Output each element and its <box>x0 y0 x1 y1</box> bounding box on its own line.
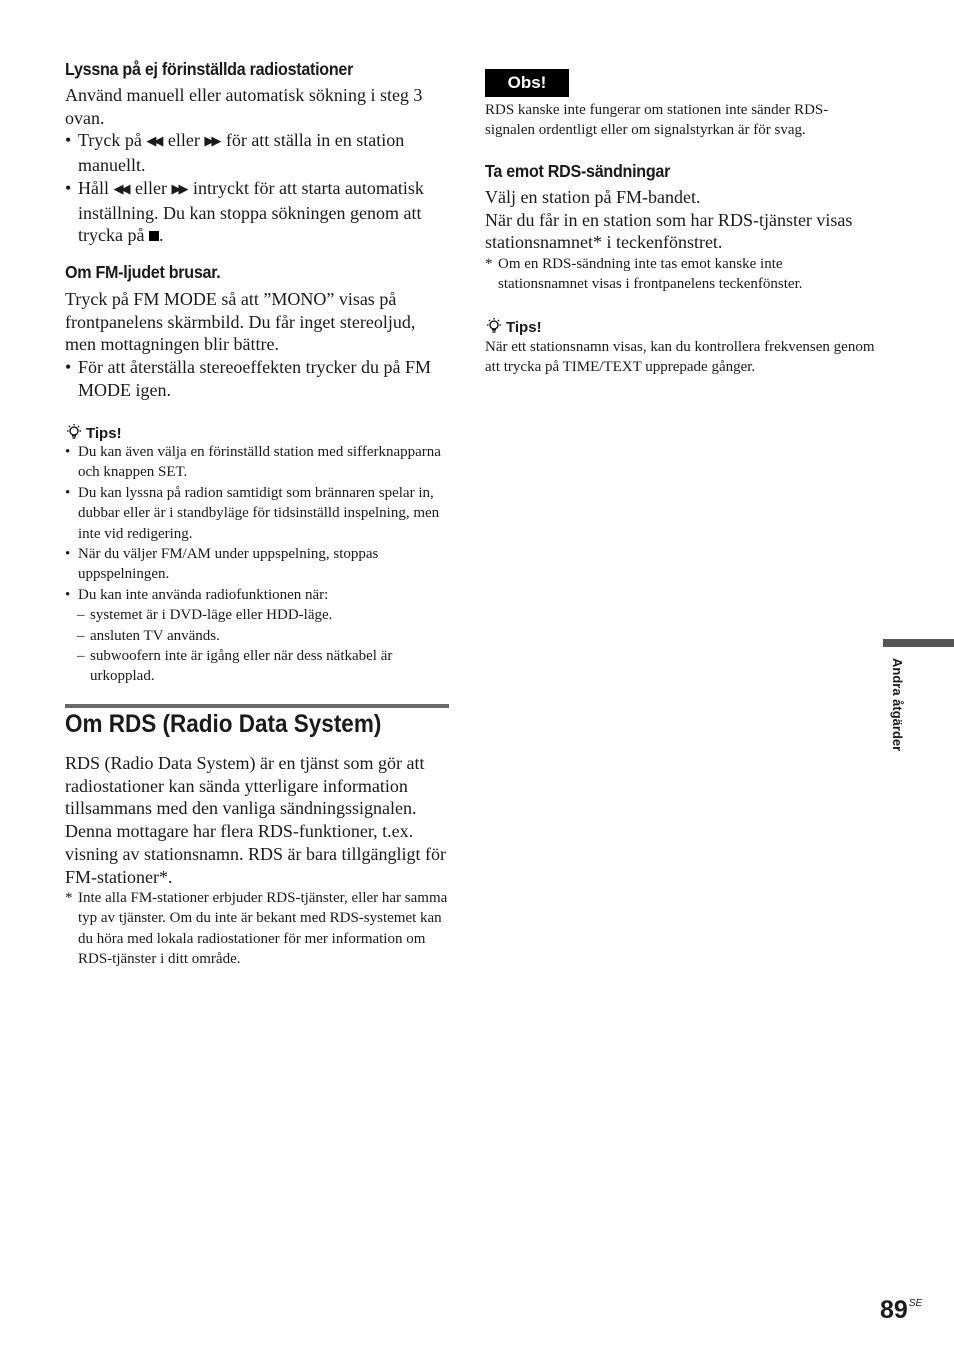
lightbulb-icon <box>65 423 83 441</box>
obs-badge: Obs! <box>485 69 569 97</box>
page-number <box>880 1296 922 1325</box>
bullet-1-pre: Tryck på <box>78 130 142 151</box>
tips-heading-right <box>485 317 542 336</box>
receive-footnote-wrap <box>485 254 875 295</box>
tips-label-right: Tips! <box>506 319 542 336</box>
tip-item: • Du kan inte använda radiofunktionen när: <box>65 585 450 605</box>
bullet-2-post: intryckt för att starta automatisk inställning. Du kan stoppa sökningen genom att trycka på <box>78 177 424 246</box>
rds-footnote: * Inte alla FM-stationer erbjuder RDS-tjänster, eller har samma typ av tjänster. Om du inte är bekant med RDS-systemet kan du höra med lokala radiostationer för mer information om RDS-tjänster i ditt område. <box>65 888 450 970</box>
tips-list-left <box>65 442 450 687</box>
fm-noise-body <box>65 288 450 402</box>
stop-icon <box>149 231 159 241</box>
bullet-1-post: för att ställa in en station manuellt. <box>78 130 405 176</box>
fast-forward-icon: ▶▶ <box>171 181 186 197</box>
tip-subitem: – systemet är i DVD-läge eller HDD-läge. <box>65 605 450 625</box>
fm-noise-paragraph: Tryck på FM MODE så att ”MONO” visas på frontpanelens skärmbild. Du får inget stereoljud, men mottagningen blir bättre. <box>65 289 416 355</box>
rewind-icon: ◀◀ <box>146 134 161 150</box>
tips-label-left: Tips! <box>86 425 122 442</box>
receive-rds-body <box>485 186 875 254</box>
receive-footnote: * Om en RDS-sändning inte tas emot kanske inte stationsnamnet visas i frontpanelens teckenfönster. <box>485 254 875 295</box>
section-heading-manual-tuning: Lyssna på ej förinställda radiostationer <box>65 59 354 79</box>
section-rule <box>65 704 449 708</box>
rds-paragraph: RDS (Radio Data System) är en tjänst som gör att radiostationer kan sända ytterligare information tillsammans med den vanliga sändningssignalen. Denna mottagare har flera RDS-funktioner, t.ex. visning av stationsnamn. RDS är bara tillgängligt för FM-stationer*. <box>65 753 446 887</box>
bullet-2-end: . <box>158 225 164 246</box>
tips-text-right: När ett stationsnamn visas, kan du kontrollera frekvensen genom att trycka på TIME/TEXT upprepade gånger. <box>485 339 875 376</box>
tips-heading-left <box>65 423 122 442</box>
manual-tuning-bullet-1 <box>65 129 450 176</box>
tip-subitem: – subwoofern inte är igång eller när dess nätkabel är urkopplad. <box>65 646 450 687</box>
tip-item: • När du väljer FM/AM under uppspelning, stoppas uppspelningen. <box>65 544 450 585</box>
lightbulb-icon <box>485 317 503 335</box>
receive-rds-line-1: Välj en station på FM-bandet. <box>485 187 701 207</box>
bullet-1-mid: eller <box>167 130 200 151</box>
manual-tuning-body <box>65 84 450 247</box>
rds-title: Om RDS (Radio Data System) <box>65 710 382 738</box>
rds-footnote-wrap <box>65 888 450 970</box>
receive-rds-line-2: När du får in en station som har RDS-tjänster visas stationsnamnet* i teckenfönstret. <box>485 209 853 253</box>
section-heading-receive-rds: Ta emot RDS-sändningar <box>485 161 671 181</box>
fm-noise-bullet: • För att återställa stereoeffekten trycker du på FM MODE igen. <box>65 356 450 401</box>
manual-tuning-intro: Använd manuell eller automatisk sökning i steg 3 ovan. <box>65 85 423 128</box>
obs-text: RDS kanske inte fungerar om stationen inte sänder RDS-signalen ordentligt eller om signalstyrkan är för svag. <box>485 102 829 139</box>
section-heading-fm-noise: Om FM-ljudet brusar. <box>65 262 221 282</box>
tip-item: • Du kan lyssna på radion samtidigt som brännaren spelar in, dubbar eller är i standbyläge för tidsinställd inspelning, men inte vid redigering. <box>65 483 450 544</box>
bullet-2-pre: Håll <box>78 177 109 198</box>
manual-tuning-bullet-2 <box>65 177 450 247</box>
bullet-2-mid: eller <box>135 177 167 198</box>
rewind-icon: ◀◀ <box>113 181 128 197</box>
fast-forward-icon: ▶▶ <box>204 134 219 150</box>
page-number-value: 89 <box>880 1296 908 1324</box>
side-section-label: Andra åtgärder <box>890 658 905 752</box>
tip-item: • Du kan även välja en förinställd station med sifferknapparna och knappen SET. <box>65 442 450 483</box>
tip-subitem: – ansluten TV används. <box>65 626 450 646</box>
side-tab-bar <box>883 639 954 647</box>
page-number-suffix: SE <box>908 1298 923 1309</box>
